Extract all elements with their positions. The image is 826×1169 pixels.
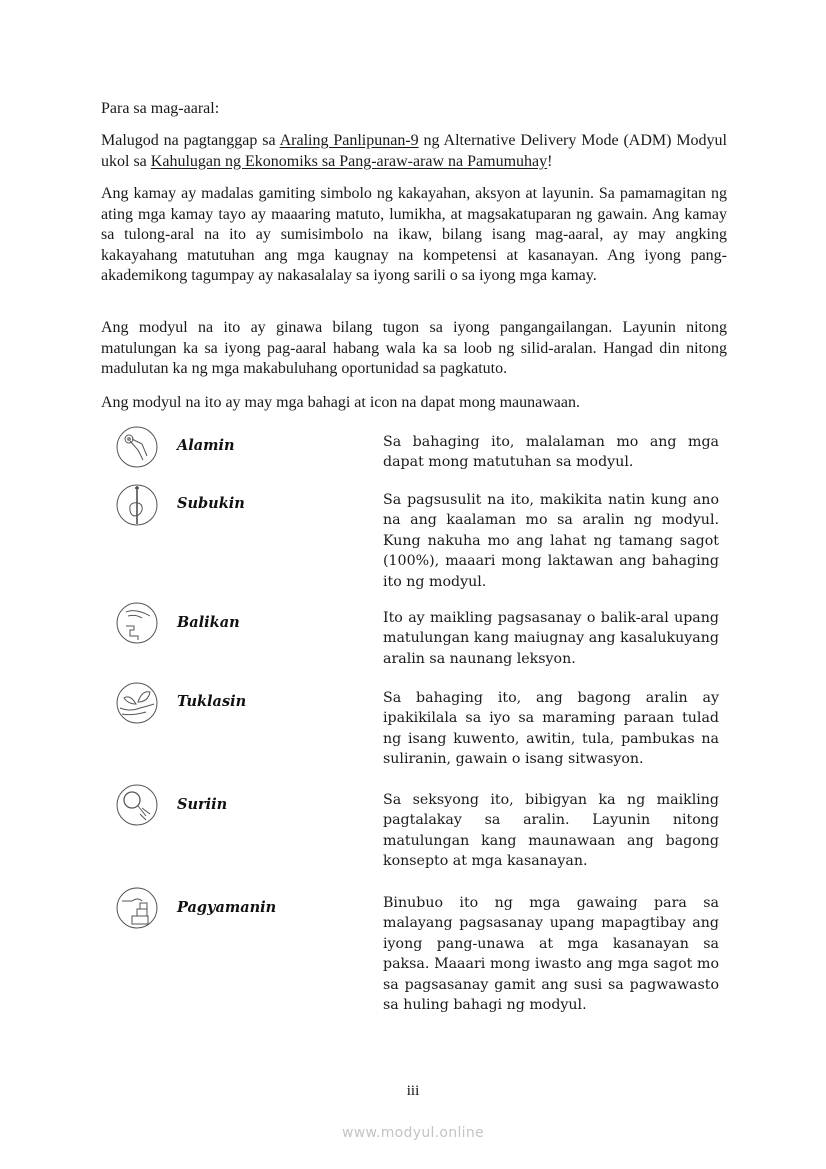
welcome-suffix: !	[547, 152, 553, 170]
section-label: Subukin	[177, 495, 245, 512]
intro-paragraph-parts: Ang modyul na ito ay may mga bahagi at icon na dapat mong maunawaan.	[101, 394, 580, 411]
section-description: Sa bahaging ito, malalaman mo ang mga dapat mong matutuhan sa modyul.	[383, 434, 719, 471]
section-label: Tuklasin	[177, 693, 247, 710]
section-label: Balikan	[177, 614, 240, 631]
hand-holding-pencil-icon	[116, 484, 158, 526]
section-description: Binubuo ito ng mga gawaing para sa malayang pagsasanay upang mapagtibay ang iyong pang-unawa at mga kasanayan sa paksa. Maaari mong iwasto ang mga sagot mo sa pagsasanay gamit ang susi sa pagwawasto sa huling bahagi ng modyul.	[383, 895, 719, 1014]
welcome-prefix: Malugod na pagtanggap sa	[101, 132, 280, 149]
section-label: Pagyamanin	[177, 899, 277, 916]
hand-puzzle-icon	[116, 602, 158, 644]
intro-paragraph-purpose: Ang modyul na ito ay ginawa bilang tugon sa iyong pangangailangan. Layunin nitong matulungan ka sa iyong pag-aaral habang wala ka sa loob ng silid-aralan. Hangad din nitong madulutan ka ng mga makabuluhang oportunidad sa pagkatuto.	[101, 319, 727, 377]
section-description: Sa seksyong ito, bibigyan ka ng maikling pagtalakay sa aralin. Layunin nitong matulungan kang maunawaan ang bagong konsepto at mga kasanayan.	[383, 792, 719, 870]
topic-title: Kahulugan ng Ekonomiks sa Pang-araw-araw na Pamumuhay	[150, 152, 548, 170]
greeting: Para sa mag-aaral:	[101, 100, 220, 117]
page-number: iii	[406, 1083, 420, 1099]
section-label: Suriin	[177, 796, 228, 813]
hand-seedling-icon	[116, 682, 158, 724]
hand-pointing-icon	[116, 426, 158, 468]
section-description: Sa bahaging ito, ang bagong aralin ay ipakikilala sa iyo sa maraming paraan tulad ng isang kuwento, awitin, tula, pambukas na suliranin, gawain o isang sitwasyon.	[383, 690, 719, 768]
section-label: Alamin	[177, 437, 235, 454]
welcome-paragraph	[101, 131, 727, 172]
section-description: Sa pagsusulit na ito, makikita natin kung ano na ang kaalaman mo sa aralin ng modyul. Kung nakuha mo ang lahat ng tamang sagot (100%), maaari mong laktawan ang bahaging ito ng modyul.	[383, 492, 719, 590]
subject-title: Araling Panlipunan-9	[279, 132, 419, 149]
hand-stacking-blocks-icon	[116, 887, 158, 929]
intro-paragraph-hand: Ang kamay ay madalas gamiting simbolo ng kakayahan, aksyon at layunin. Sa pamamagitan ng ating mga kamay tayo ay maaaring matuto, lumikha, at magsakatuparan ng gawain. Ang kamay sa tulong-aral na ito ay sumisimbolo na ikaw, bilang isang mag-aaral, ay may angking kakayahang matutuhan ang mga kaugnay na kompetensi at kasanayan. Ang iyong pang-akademikong tagumpay ay nakasalalay sa iyong sarili o sa iyong mga kamay.	[101, 185, 727, 284]
magnifying-glass-icon	[116, 784, 158, 826]
section-description: Ito ay maikling pagsasanay o balik-aral upang matulungan kang maiugnay ang kasalukuyang aralin sa naunang leksyon.	[383, 610, 719, 667]
welcome-middle: ng Alternative Delivery Mode (ADM) Modyul ukol sa	[101, 132, 727, 170]
watermark: www.modyul.online	[342, 1125, 484, 1141]
